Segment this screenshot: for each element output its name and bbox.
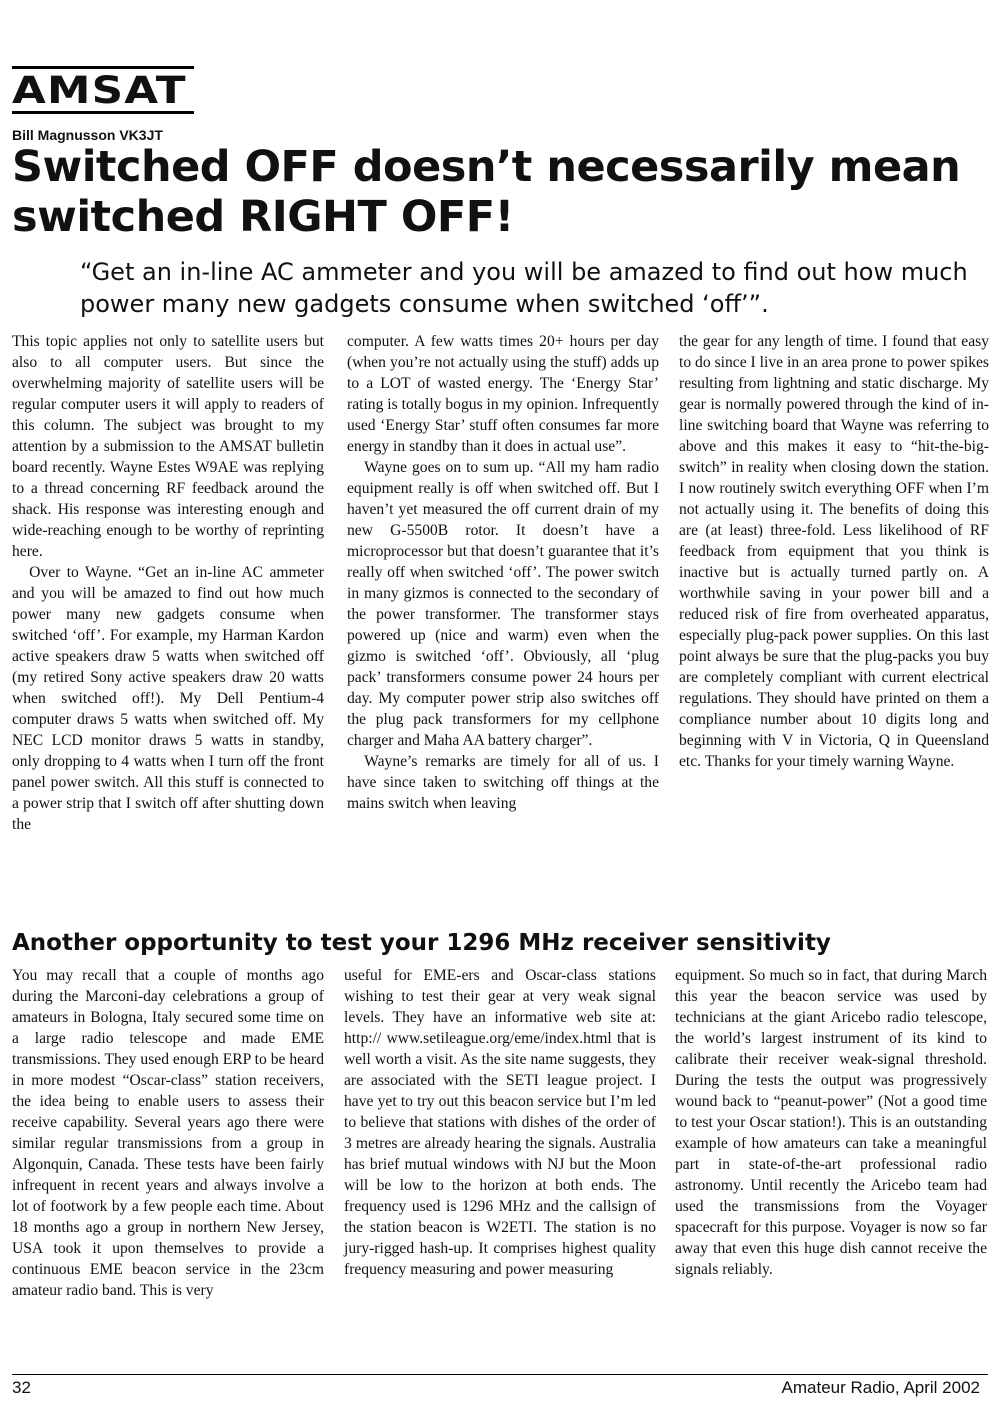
footer-divider [12, 1374, 988, 1375]
article1-paragraph: computer. A few watts times 20+ hours per day (when you’re not actually using the stuff) adds up to a LOT of wasted energy. The ‘Energy Star’ rating is totally bogus in my opinion. Infrequently used ‘Energy Star’ stuff often consumes far more energy in standby than it does in actual use”. [347, 333, 659, 455]
article2-paragraph: useful for EME-ers and Oscar-class stations wishing to test their gear at very weak signal levels. They have an informative web site at: http:// www.setileague.org/eme/index.html that is well worth a visit. As the site name suggests, they are associated with the SETI league project. I have yet to try out this beacon service but I’m led to believe that stations with dishes of the order of 3 metres are already hearing the signals. Australia has brief mutual windows with NJ but the Moon will be low to the horizon at both ends. The frequency used is 1296 MHz and the callsign of the station beacon is W2ETI. The station is no jury-rigged hash-up. It comprises highest quality frequency measuring and power measuring [344, 967, 656, 1278]
author-byline: Bill Magnusson VK3JT [12, 127, 163, 143]
article2-paragraph: You may recall that a couple of months ago during the Marconi-day celebrations a group of amateurs in Bologna, Italy secured some time on a large radio telescope and made EME transmissions. They used enough ERP to be heard in more modest “Oscar-class” station receivers, the idea being to enable users to assess their receive capability. Several years ago there were similar regular transmissions from a group in Algonquin, Canada. These tests have been fairly infrequent in recent years and always involve a lot of footwork by a few people each time. About 18 months ago a group in northern New Jersey, USA took it upon themselves to provide a continuous EME beacon service in the 23cm amateur radio band. This is very [12, 967, 324, 1299]
section-masthead [12, 66, 194, 114]
article2-column-2 [344, 965, 656, 1280]
section-heading: Another opportunity to test your 1296 MHz receiver sensitivity [12, 930, 831, 956]
article1-column-3 [679, 331, 989, 772]
article2-paragraph: equipment. So much so in fact, that during March this year the beacon service was used by technicians at the giant Aricebo radio telescope, the world’s largest instrument of its kind to calibrate their receiver weak-signal threshold. During the tests the output was progressively wound back to “peanut-power” (Not a good time to test your Oscar station!). This is an outstanding example of how amateurs can take a meaningful part in state-of-the-art professional radio astronomy. Until recently the Aricebo team had used the transmissions from the Voyager spacecraft for this purpose. Voyager is now so far away that even this huge dish cannot receive the signals reliably. [675, 967, 987, 1278]
masthead-title: AMSAT [12, 69, 187, 112]
article1-column-1 [12, 331, 324, 835]
pull-quote: “Get an in-line AC ammeter and you will be amazed to find out how much power many new gadgets consume when switched ‘off’”. [80, 258, 968, 318]
article2-column-3 [675, 965, 987, 1280]
publication-footer: Amateur Radio, April 2002 [781, 1378, 980, 1397]
page-number: 32 [12, 1378, 31, 1397]
article1-paragraph: Wayne’s remarks are timely for all of us. I have since taken to switching off things at the mains switch when leaving [347, 753, 659, 812]
article2-column-1 [12, 965, 324, 1301]
article1-paragraph: the gear for any length of time. I found that easy to do since I live in an area prone to power spikes resulting from lightning and static discharge. My gear is normally powered through the kind of in-line switching board that Wayne was referring to above and this makes it easy to “hit-the-big-switch” in reality when closing down the station. I now routinely switch everything OFF when I’m not actually using it. The benefits of doing this are (at least) three-fold. Less likelihood of RF feedback from equipment that you think is inactive but is actually turned partly on. A worthwhile saving in your power bill and a reduced risk of fire from overheated apparatus, especially plug-pack power supplies. On this last point always be sure that the plug-packs you buy are completely compliant with current electrical regulations. They should have printed on them a compliance number about 10 digits long and beginning with V in Victoria, Q in Queensland etc. Thanks for your timely warning Wayne. [679, 333, 989, 770]
article-headline: Switched OFF doesn’t necessarily mean switched RIGHT OFF! [12, 142, 961, 242]
article1-paragraph: Over to Wayne. “Get an in-line AC ammeter and you will be amazed to find out how much power many new gadgets consume when switched ‘off’. For example, my Harman Kardon active speakers draw 5 watts when switched off (my retired Sony active speakers draw 20 watts when switched off!). My Dell Pentium-4 computer draws 5 watts when switched off. My NEC LCD monitor draws 5 watts in standby, only dropping to 4 watts when I turn off the front panel power switch. All this stuff is connected to a power strip that I switch off after shutting down the [12, 564, 324, 833]
article1-paragraph: This topic applies not only to satellite users but also to all computer users. But since the overwhelming majority of satellite users will be regular computer users it will apply to readers of this column. The subject was brought to my attention by a submission to the AMSAT bulletin board recently. Wayne Estes W9AE was replying to a thread concerning RF feedback around the shack. His response was interesting enough and wide-reaching enough to be worthy of reprinting here. [12, 333, 324, 560]
article1-column-2 [347, 331, 659, 814]
article1-paragraph: Wayne goes on to sum up. “All my ham radio equipment really is off when switched off. But I haven’t yet measured the off current drain of my new G-5500B rotor. It doesn’t have a microprocessor but that doesn’t guarantee that it’s really off when switched ‘off’. The power switch in many gizmos is connected to the secondary of the power transformer. The transformer stays powered up (nice and warm) even when the gizmo is switched ‘off’. Obviously, all ‘plug pack’ transformers consume power 24 hours per day. My computer power strip also switches off the plug pack transformers for my cellphone charger and Maha AA battery charger”. [347, 459, 659, 749]
